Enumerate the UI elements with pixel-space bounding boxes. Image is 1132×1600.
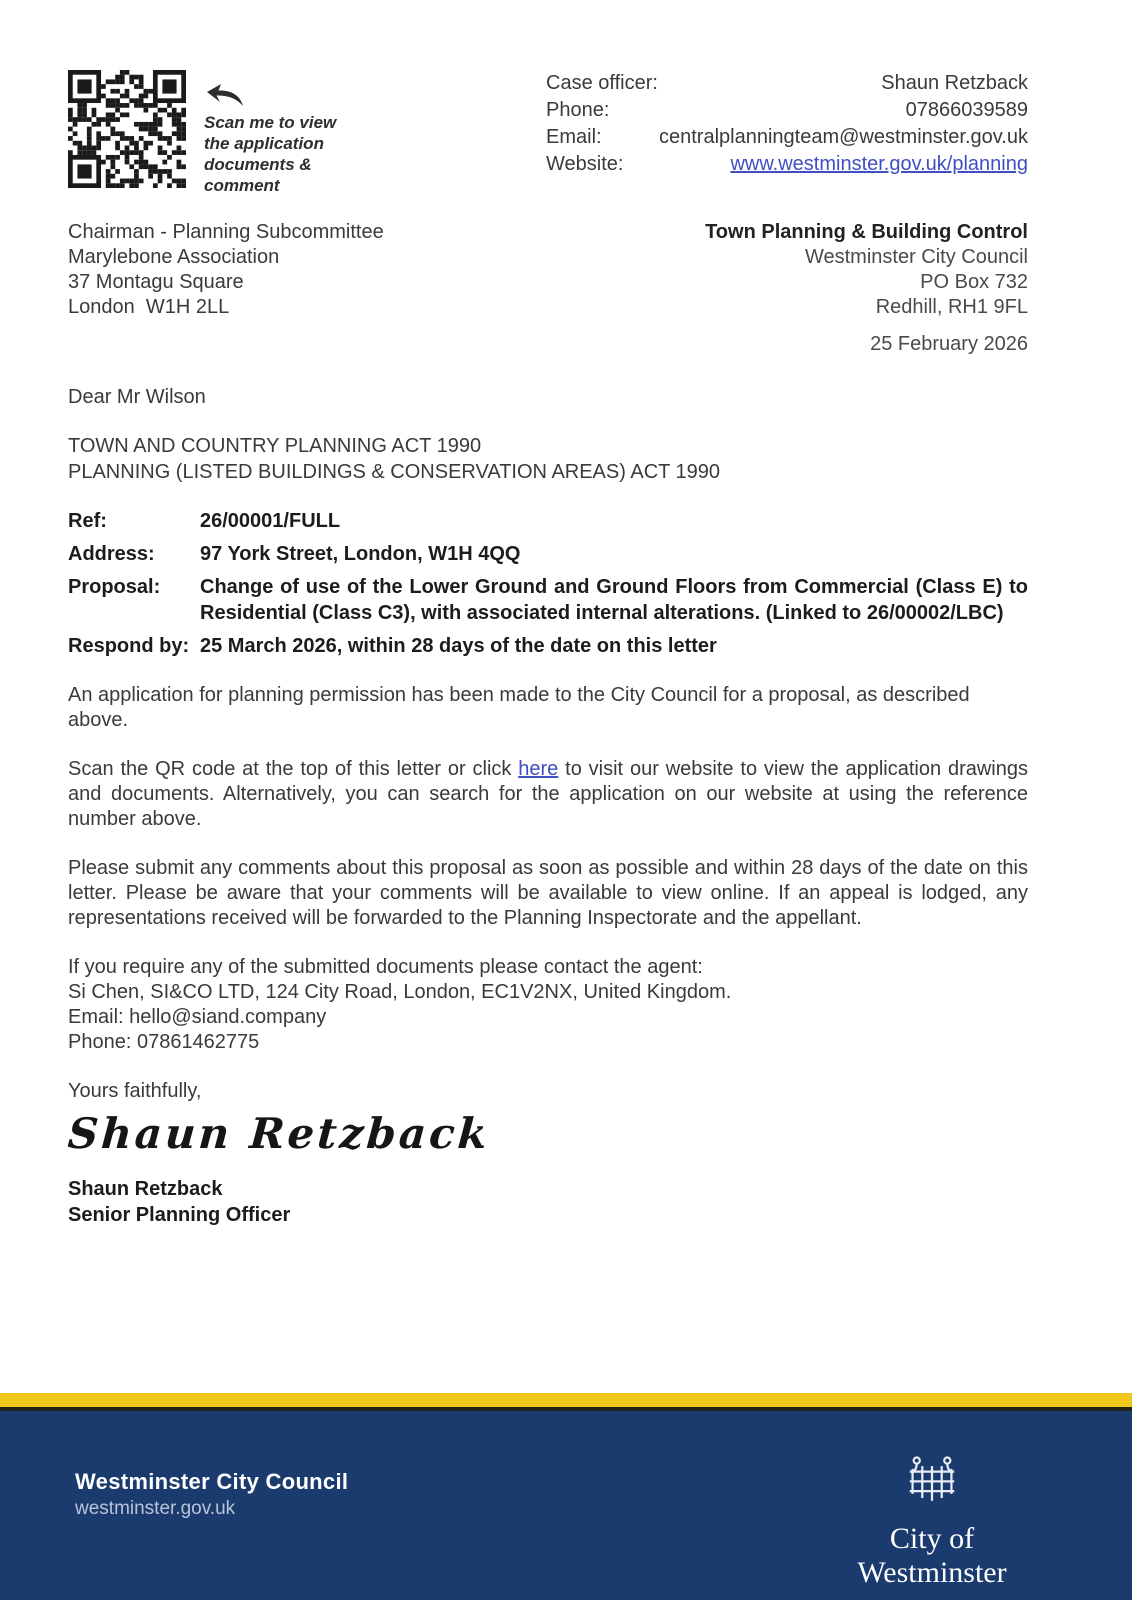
paragraph-text: Scan the QR code at the top of this letter or click xyxy=(68,758,519,780)
sender-line: Redhill, RH1 9FL xyxy=(875,296,1028,318)
paragraph-text: to visit our website to view the application drawings and documents. Alternatively, you can search for the application on our website at using the reference number above. xyxy=(68,758,1028,830)
recipient-address xyxy=(68,220,384,356)
phone-label: Phone: xyxy=(546,99,610,121)
qr-caption-line: Scan me to view xyxy=(204,113,337,132)
contact-block xyxy=(546,70,1028,178)
letter-date: 25 February 2026 xyxy=(870,333,1028,355)
sender-line: PO Box 732 xyxy=(920,271,1028,293)
act-line: PLANNING (LISTED BUILDINGS & CONSERVATION AREAS) ACT 1990 xyxy=(68,461,721,483)
agent-line: Si Chen, SI&CO LTD, 124 City Road, London, EC1V2NX, United Kingdom. xyxy=(68,981,732,1003)
proposal-value: Change of use of the Lower Ground and Ground Floors from Commercial (Class E) to Residential (Class C3), with associated internal alterations. (Linked to 26/00002/LBC) xyxy=(200,576,1028,624)
sender-dept: Town Planning & Building Control xyxy=(705,221,1028,243)
agent-line: Phone: 07861462775 xyxy=(68,1031,260,1053)
footer-blue-band xyxy=(0,1411,1132,1600)
brand-footer xyxy=(0,1393,1132,1600)
qr-code xyxy=(68,70,186,188)
ref-label: Ref: xyxy=(68,510,107,532)
agent-line: Email: hello@siand.company xyxy=(68,1006,327,1028)
footer-brand-name: City of Westminster xyxy=(857,1522,1007,1589)
recipient-line: Marylebone Association xyxy=(68,246,280,268)
portcullis-crest-icon xyxy=(903,1492,961,1509)
respond-by-label: Respond by: xyxy=(68,635,190,657)
salutation: Dear Mr Wilson xyxy=(68,386,206,408)
footer-org-block xyxy=(75,1469,348,1520)
paragraph-comments: Please submit any comments about this proposal as soon as possible and within 28 days of the date on this letter. Please be aware that your comments will be available to view online. If an appeal is lodged, any representations received will be forwarded to the Planning Inspectorate and the appellant. xyxy=(68,857,1028,929)
qr-caption-line: the application xyxy=(204,134,324,153)
email-label: Email: xyxy=(546,126,602,148)
recipient-line: Chairman - Planning Subcommittee xyxy=(68,221,384,243)
footer-org-name: Westminster City Council xyxy=(75,1469,349,1494)
signature-script: Shaun Retzback xyxy=(66,1109,492,1158)
phone-value: 07866039589 xyxy=(905,99,1028,121)
agent-line: If you require any of the submitted documents please contact the agent: xyxy=(68,956,703,978)
sender-address xyxy=(705,220,1028,356)
paragraph-qr-instructions xyxy=(68,757,1028,832)
website-link[interactable]: www.westminster.gov.uk/planning xyxy=(730,153,1028,175)
footer-brand-block xyxy=(817,1455,1047,1590)
recipient-line: London W1H 2LL xyxy=(68,296,230,318)
reply-arrow-icon xyxy=(204,84,336,108)
case-officer-label: Case officer: xyxy=(546,72,658,94)
address-value: 97 York Street, London, W1H 4QQ xyxy=(200,543,521,565)
recipient-line: 37 Montagu Square xyxy=(68,271,244,293)
signer-name: Shaun Retzback xyxy=(68,1178,223,1200)
agent-contact-block xyxy=(68,955,1028,1055)
sender-line: Westminster City Council xyxy=(804,246,1028,268)
closing: Yours faithfully, xyxy=(68,1080,202,1102)
paragraph-application: An application for planning permission has been made to the City Council for a proposal, as described above. xyxy=(68,684,970,731)
qr-caption-line: comment xyxy=(204,176,280,195)
here-link[interactable]: here xyxy=(518,758,559,780)
signer-title: Senior Planning Officer xyxy=(68,1204,291,1226)
respond-by-value: 25 March 2026, within 28 days of the date on this letter xyxy=(200,635,717,657)
qr-caption xyxy=(204,70,336,196)
signer-block xyxy=(68,1176,1028,1228)
proposal-label: Proposal: xyxy=(68,576,161,598)
ref-value: 26/00001/FULL xyxy=(200,510,341,532)
act-line: TOWN AND COUNTRY PLANNING ACT 1990 xyxy=(68,435,482,457)
footer-url: westminster.gov.uk xyxy=(75,1498,236,1519)
website-label: Website: xyxy=(546,153,624,175)
address-label: Address: xyxy=(68,543,155,565)
statute-headings xyxy=(68,433,1028,485)
qr-caption-line: documents & xyxy=(204,155,312,174)
application-summary xyxy=(68,508,1028,659)
footer-yellow-stripe xyxy=(0,1393,1132,1407)
letter-header xyxy=(68,70,1028,196)
case-officer-value: Shaun Retzback xyxy=(881,72,1028,94)
email-value: centralplanningteam@westminster.gov.uk xyxy=(658,126,1028,148)
address-blocks xyxy=(68,220,1028,356)
